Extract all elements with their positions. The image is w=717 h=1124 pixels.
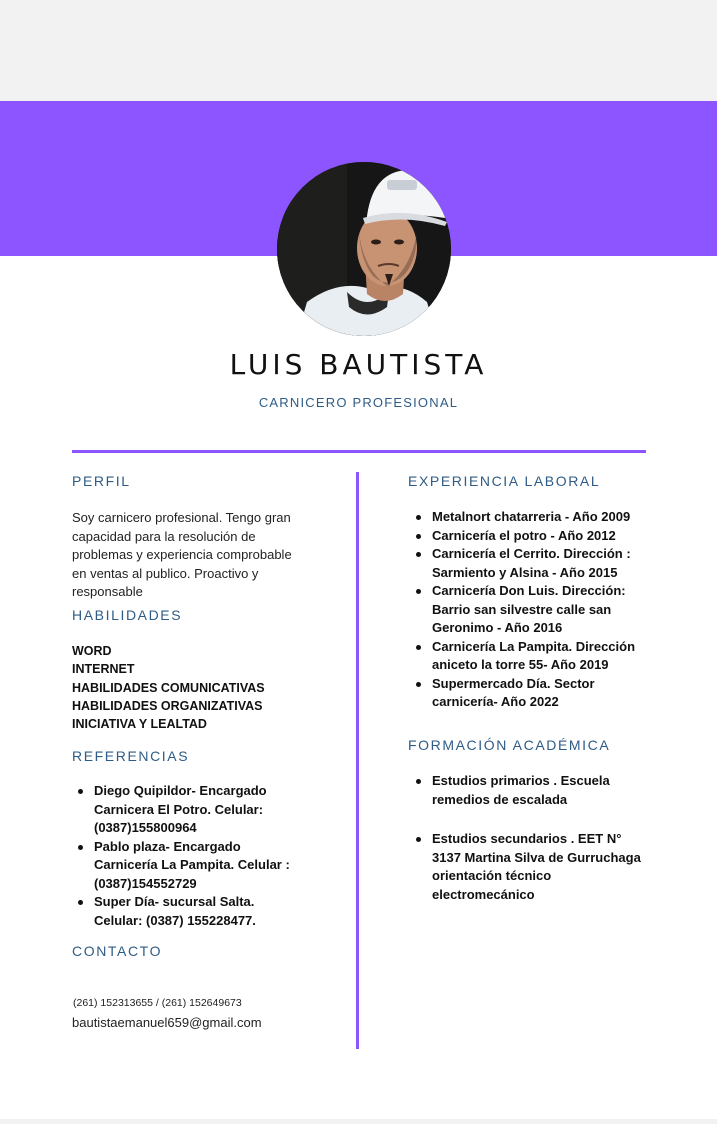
formacion-heading: FORMACIÓN ACADÉMICA (408, 737, 611, 753)
referencias-heading: REFERENCIAS (72, 748, 190, 764)
education-list (410, 772, 642, 809)
references-list (72, 782, 300, 930)
horizontal-divider (72, 450, 646, 453)
perfil-text: Soy carnicero profesional. Tengo gran capacidad para la resolución de problemas y experiencia comprobable en ventas al publico. Proactivo y responsable (72, 510, 292, 599)
skill-item: INICIATIVA Y LEALTAD (72, 717, 207, 732)
reference-item: Diego Quipildor- Encargado Carnicera El Potro. Celular: (0387)155800964 (72, 782, 300, 838)
experience-item: Carnicería Don Luis. Dirección: Barrio san silvestre calle san Geronimo - Año 2016 (410, 582, 650, 638)
contact-phones: (261) 152313655 / (261) 152649673 (73, 997, 242, 1009)
skill-item: HABILIDADES ORGANIZATIVAS (72, 698, 263, 713)
experience-item: Supermercado Día. Sector carnicería- Año 2022 (410, 675, 650, 712)
experience-item: Carnicería La Pampita. Dirección aniceto la torre 55- Año 2019 (410, 638, 650, 675)
experiencia-heading: EXPERIENCIA LABORAL (408, 473, 601, 489)
skill-item: HABILIDADES COMUNICATIVAS (72, 680, 265, 695)
experience-item: Metalnort chatarreria - Año 2009 (410, 508, 650, 527)
experience-item: Carnicería el Cerrito. Dirección : Sarmiento y Alsina - Año 2015 (410, 545, 650, 582)
person-name: LUIS BAUTISTA (229, 348, 488, 381)
skill-item: WORD (72, 644, 112, 658)
skill-item: INTERNET (72, 662, 135, 677)
habilidades-heading: HABILIDADES (72, 607, 183, 623)
education-list-2 (410, 830, 642, 904)
vertical-divider (356, 472, 359, 1049)
profile-photo (277, 162, 451, 336)
job-title: CARNICERO PROFESIONAL (258, 395, 459, 410)
skills-list (72, 642, 265, 733)
experience-item: Carnicería el potro - Año 2012 (410, 527, 650, 546)
education-item: Estudios primarios . Escuela remedios de escalada (410, 772, 642, 809)
reference-item: Pablo plaza- Encargado Carnicería La Pampita. Celular : (0387)154552729 (72, 838, 300, 894)
perfil-heading: PERFIL (72, 473, 131, 489)
contacto-heading: CONTACTO (72, 943, 163, 959)
contact-email: bautistaemanuel659@gmail.com (72, 1015, 262, 1030)
reference-item: Super Día- sucursal Salta. Celular: (0387) 155228477. (72, 893, 300, 930)
education-item: Estudios secundarios . EET N° 3137 Martina Silva de Gurruchaga orientación técnico electromecánico (410, 830, 642, 904)
experience-list (410, 508, 650, 712)
